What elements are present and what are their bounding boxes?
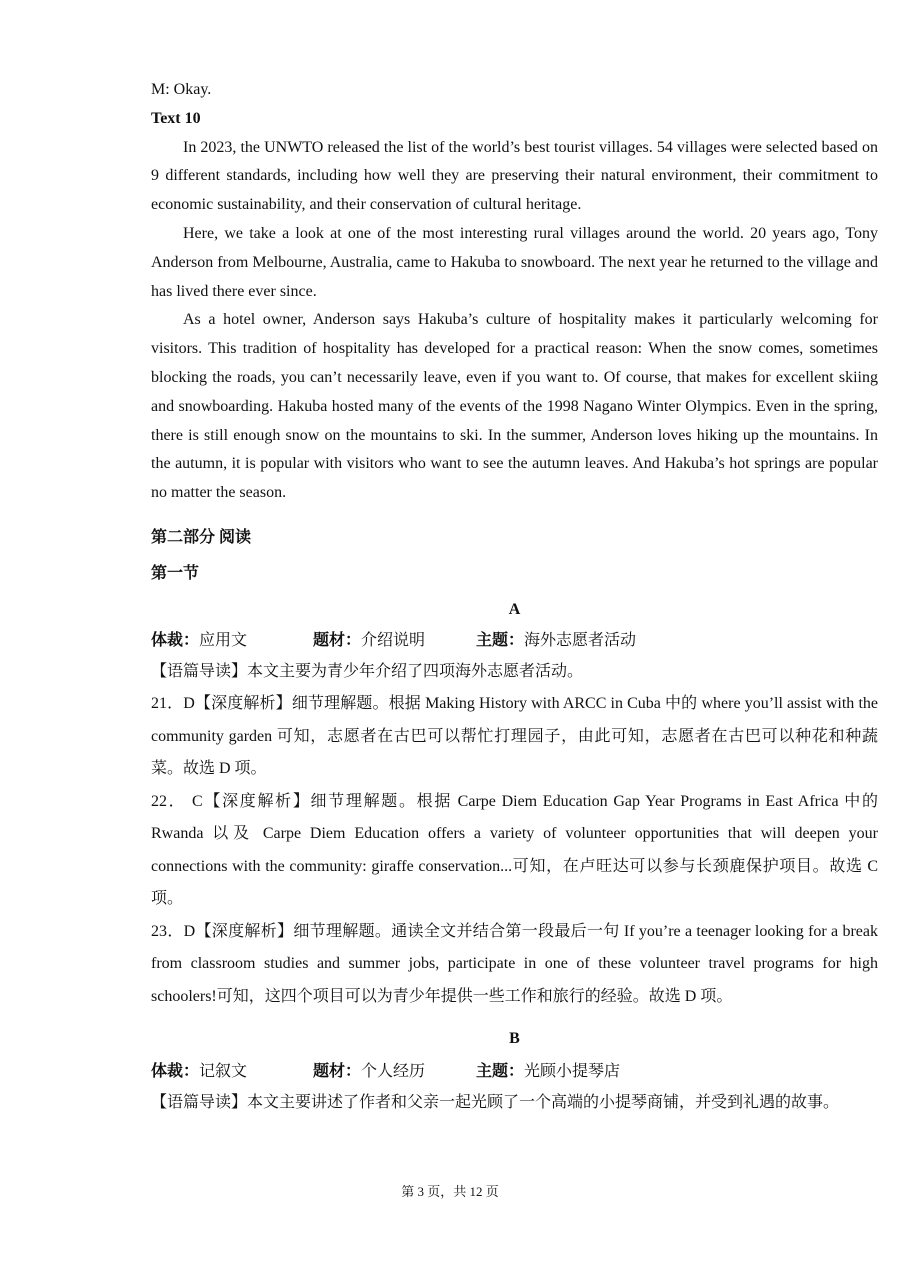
text10-title: Text 10: [151, 109, 201, 127]
guide-a: 【语篇导读】本文主要为青少年介绍了四项海外志愿者活动。: [151, 662, 584, 680]
passage-letter-b: B: [509, 1030, 520, 1048]
paragraph: In 2023, the UNWTO released the list of the world’s best tourist villages. 54 villages were selected based on 9 different standards, including how well they are preserving their natural environment, their commitment to economic sustainability, and their conservation of cultural heritage.: [151, 138, 878, 214]
topic-label: 题材：: [313, 1063, 362, 1081]
answer-21: 21．D【深度解析】细节理解题。根据 Making History with ARCC in Cuba 中的 where you’ll assist with the community garden 可知，志愿者在古巴可以帮忙打理园子，由此可知，志愿者在古巴可以种花和种蔬菜。故选 D 项。: [151, 695, 878, 778]
genre-value: 应用文: [199, 631, 248, 649]
topic-value: 介绍说明: [361, 631, 426, 649]
page-footer: 第 3 页，共 12 页: [401, 1184, 499, 1199]
passage-b-meta: [151, 1057, 878, 1087]
page-content: [151, 76, 878, 1120]
theme-value: 光顾小提琴店: [524, 1063, 621, 1081]
section-title: 第一节: [151, 564, 200, 582]
passage-a-meta: [151, 626, 878, 656]
genre-label: 体裁：: [151, 631, 200, 649]
paragraph: As a hotel owner, Anderson says Hakuba’s culture of hospitality makes it particularly welcoming for visitors. This tradition of hospitality has developed for a practical reason: When the snow comes, sometimes blocking the roads, you can’t necessarily leave, even if you want to. Of course, that makes for excellent skiing and snowboarding. Hakuba hosted many of the events of the 1998 Nagano Winter Olympics. Even in the spring, there is still enough snow on the mountains to ski. In the summer, Anderson loves hiking up the mountains. In the autumn, it is popular with visitors who want to see the autumn leaves. And Hakuba’s hot springs are popular no matter the season.: [151, 311, 878, 502]
topic-label: 题材：: [313, 631, 362, 649]
guide-b: 【语篇导读】本文主要讲述了作者和父亲一起光顾了一个高端的小提琴商铺，并受到礼遇的故事。: [151, 1094, 840, 1112]
answer-23: 23．D【深度解析】细节理解题。通读全文并结合第一段最后一句 If you’re a teenager looking for a break from classroom studies and summer jobs, participate in one of these volunteer travel programs for high schoolers!可知，这四个项目可以为青少年提供一些工作和旅行的经验。故选 D 项。: [151, 922, 878, 1005]
part-title: 第二部分 阅读: [151, 528, 252, 546]
topic-value: 个人经历: [361, 1063, 426, 1081]
theme-label: 主题：: [476, 631, 525, 649]
dialog-line: M: Okay.: [151, 81, 212, 98]
genre-label: 体裁：: [151, 1063, 200, 1081]
theme-value: 海外志愿者活动: [524, 631, 637, 649]
answer-22: 22． C【深度解析】细节理解题。根据 Carpe Diem Education Gap Year Programs in East Africa 中的 Rwanda 以及 Carpe Diem Education offers a variety of volunteer opportunities that will deepen your connections with the community: giraffe conservation...可知，在卢旺达可以参与长颈鹿保护项目。故选 C 项。: [151, 792, 878, 908]
theme-label: 主题：: [476, 1063, 525, 1081]
paragraph: Here, we take a look at one of the most interesting rural villages around the world. 20 years ago, Tony Anderson from Melbourne, Australia, came to Hakuba to snowboard. The next year he returned to the village and has lived there ever since.: [151, 224, 878, 300]
passage-letter-a: A: [508, 600, 521, 618]
genre-value: 记叙文: [199, 1063, 248, 1081]
